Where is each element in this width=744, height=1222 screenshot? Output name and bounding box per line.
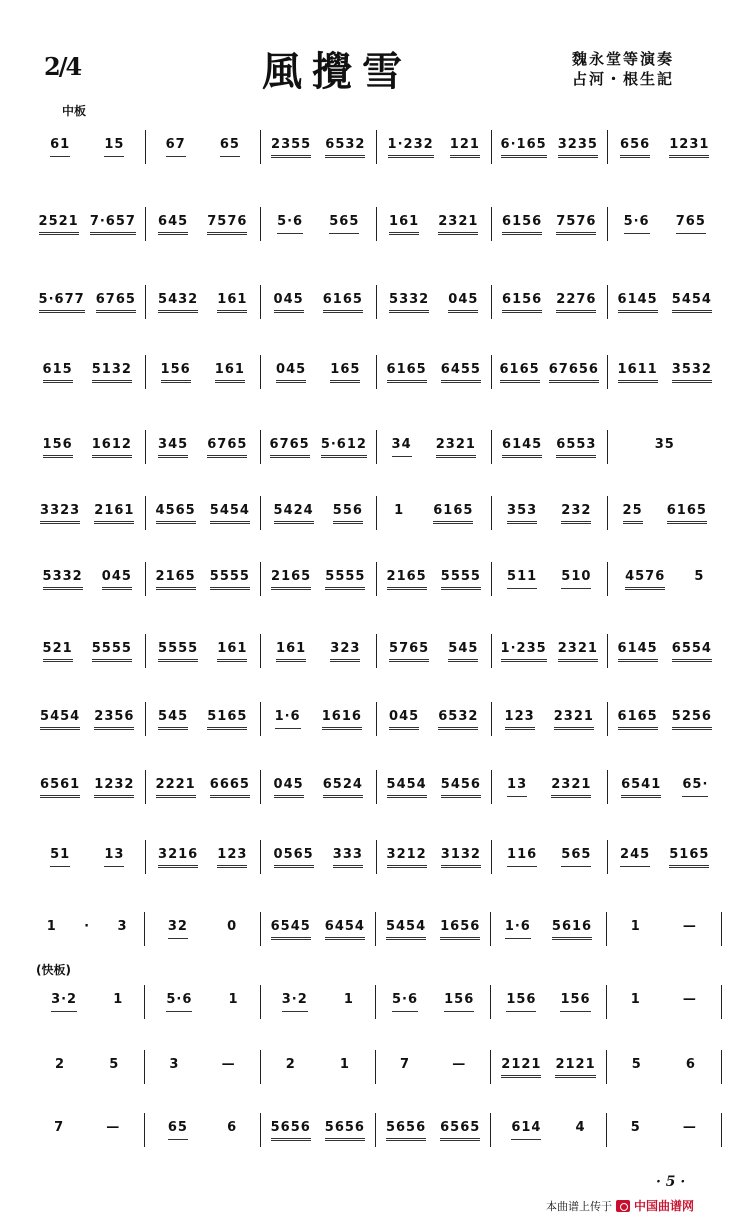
- measure: [145, 1113, 260, 1147]
- beat: 5·612: [321, 437, 367, 458]
- beat: 4565: [156, 503, 196, 524]
- beat: 045: [102, 569, 132, 590]
- measure: [492, 562, 608, 596]
- measure: [608, 285, 723, 319]
- beat: 13: [507, 777, 527, 797]
- measure: [30, 770, 146, 804]
- beat: 4576: [625, 569, 665, 590]
- beat: 7576: [556, 214, 596, 235]
- measure: [30, 496, 146, 530]
- beat: 323: [330, 641, 360, 662]
- beat: 0: [227, 918, 238, 934]
- beat: 2165: [387, 569, 427, 590]
- beat: 34: [392, 437, 412, 457]
- beat: 6·165: [501, 137, 547, 158]
- beat: 1: [394, 502, 405, 518]
- measure: [607, 1113, 722, 1147]
- beat: 35: [654, 436, 675, 452]
- measure: [376, 985, 491, 1019]
- measure: [146, 702, 262, 736]
- measure: [377, 355, 493, 389]
- measure: [30, 130, 146, 164]
- measure: [146, 355, 262, 389]
- beat: 2321: [551, 777, 591, 798]
- beat: 1: [339, 1056, 350, 1072]
- beat: 156: [506, 992, 536, 1012]
- beat: 2321: [554, 709, 594, 730]
- site-logo-icon: [616, 1200, 630, 1212]
- beat: 156: [43, 437, 73, 458]
- beat: 6156: [502, 292, 542, 313]
- beat: 545: [158, 709, 188, 730]
- measure: [491, 912, 606, 946]
- credit-transcriber: 占河・根生記: [572, 70, 675, 88]
- beat: 5132: [92, 362, 132, 383]
- beat: 4: [575, 1119, 586, 1135]
- page-number: · 5 ·: [656, 1174, 686, 1190]
- beat: 5454: [386, 919, 426, 940]
- notation-row: [30, 985, 722, 1019]
- beat: 5656: [271, 1120, 311, 1141]
- beat: 1612: [92, 437, 132, 458]
- beat: 3212: [387, 847, 427, 868]
- measure: [261, 430, 377, 464]
- beat: 61: [50, 137, 70, 157]
- measure: [30, 840, 146, 874]
- measure: [146, 430, 262, 464]
- measure: [146, 130, 262, 164]
- beat: 1: [343, 991, 354, 1007]
- measure: [30, 912, 145, 946]
- beat: 6165: [618, 709, 658, 730]
- beat: 32: [168, 919, 188, 939]
- beat: 5165: [669, 847, 709, 868]
- beat: 6765: [96, 292, 136, 313]
- beat: 1·235: [501, 641, 547, 662]
- measure: [377, 702, 493, 736]
- beat: 5256: [672, 709, 712, 730]
- measure: [261, 562, 377, 596]
- beat: 156: [161, 362, 191, 383]
- measure: [261, 702, 377, 736]
- beat: —: [452, 1056, 467, 1072]
- beat: 3132: [441, 847, 481, 868]
- measure: [261, 285, 377, 319]
- beat: 2165: [156, 569, 196, 590]
- notation-row: [30, 430, 722, 464]
- measure: [492, 770, 608, 804]
- beat: 2: [55, 1056, 66, 1072]
- measure: [608, 562, 723, 596]
- measure: [30, 1113, 145, 1147]
- beat: 7·657: [90, 214, 136, 235]
- beat: 245: [620, 847, 650, 867]
- measure: [492, 840, 608, 874]
- measure: [146, 770, 262, 804]
- beat: 045: [448, 292, 478, 313]
- beat: 2321: [438, 214, 478, 235]
- measure: [377, 207, 493, 241]
- beat: 161: [217, 292, 247, 313]
- beat: 5616: [552, 919, 592, 940]
- beat: 6565: [440, 1120, 480, 1141]
- beat: 3: [117, 918, 128, 934]
- measure: [377, 430, 493, 464]
- beat: —: [106, 1119, 121, 1135]
- beat: 65: [168, 1120, 188, 1140]
- measure: [261, 496, 377, 530]
- beat: 65: [220, 137, 240, 157]
- beat: 3: [169, 1056, 180, 1072]
- beat: 3·2: [282, 992, 308, 1012]
- notation-row: [30, 912, 722, 946]
- notation-row: [30, 355, 722, 389]
- measure: [261, 207, 377, 241]
- beat: 6145: [618, 292, 658, 313]
- beat: 510: [561, 569, 591, 589]
- beat: 1: [113, 991, 124, 1007]
- time-signature: 2/4: [44, 52, 81, 81]
- beat: 123: [505, 709, 535, 730]
- beat: 5: [109, 1056, 120, 1072]
- measure: [146, 496, 262, 530]
- measure: [145, 985, 260, 1019]
- notation-row: [30, 496, 722, 530]
- beat: 15: [104, 137, 124, 157]
- measure: [492, 285, 608, 319]
- beat: 156: [444, 992, 474, 1012]
- beat: 045: [274, 292, 304, 313]
- beat: 232: [561, 503, 591, 524]
- measure: [146, 840, 262, 874]
- beat: 67: [166, 137, 186, 157]
- beat: 521: [43, 641, 73, 662]
- notation-row: [30, 702, 722, 736]
- beat: 2121: [501, 1057, 541, 1078]
- beat: 1·6: [505, 919, 531, 939]
- measure: [377, 130, 493, 164]
- beat: 511: [507, 569, 537, 589]
- beat: 6156: [502, 214, 542, 235]
- measure: [492, 634, 608, 668]
- beat: —: [682, 991, 697, 1007]
- beat: 5765: [389, 641, 429, 662]
- measure: [377, 562, 493, 596]
- measure: [261, 634, 377, 668]
- beat: 1: [630, 918, 641, 934]
- beat: 6165: [387, 362, 427, 383]
- measure: [608, 430, 723, 464]
- measure: [608, 840, 723, 874]
- beat: 161: [215, 362, 245, 383]
- notation-row: [30, 1113, 722, 1147]
- measure: [492, 496, 608, 530]
- measure: [608, 496, 723, 530]
- beat: 5555: [325, 569, 365, 590]
- beat: 5454: [40, 709, 80, 730]
- beat: 2161: [94, 503, 134, 524]
- measure: [30, 634, 146, 668]
- page-title: 風攪雪: [262, 48, 412, 95]
- measure: [30, 285, 146, 319]
- measure: [376, 912, 491, 946]
- measure: [30, 430, 146, 464]
- measure: [491, 1113, 606, 1147]
- upload-note: 本曲谱上传于: [546, 1199, 612, 1213]
- beat: 5·6: [392, 992, 418, 1012]
- beat: 545: [448, 641, 478, 662]
- beat: 2356: [94, 709, 134, 730]
- beat: 2321: [558, 641, 598, 662]
- measure: [492, 130, 608, 164]
- measure: [145, 1050, 260, 1084]
- beat: —: [221, 1056, 236, 1072]
- beat: 2276: [556, 292, 596, 313]
- beat: 121: [450, 137, 480, 158]
- beat: 1611: [618, 362, 658, 383]
- beat: 6: [685, 1056, 696, 1072]
- measure: [30, 355, 146, 389]
- measure: [261, 770, 377, 804]
- measure: [492, 355, 608, 389]
- notation-row: [30, 840, 722, 874]
- beat: 045: [276, 362, 306, 383]
- beat: 6541: [621, 777, 661, 798]
- beat: 045: [389, 709, 419, 730]
- beat: 656: [620, 137, 650, 158]
- measure: [491, 1050, 606, 1084]
- beat: 1: [630, 991, 641, 1007]
- beat: 51: [50, 847, 70, 867]
- measure: [30, 985, 145, 1019]
- measure: [608, 702, 723, 736]
- beat: 123: [217, 847, 247, 868]
- beat: 353: [507, 503, 537, 524]
- beat: 765: [676, 214, 706, 234]
- measure: [377, 840, 493, 874]
- measure: [492, 702, 608, 736]
- notation-row: [30, 130, 722, 164]
- beat: 1656: [440, 919, 480, 940]
- beat: 5: [630, 1119, 641, 1135]
- beat: 6165: [667, 503, 707, 524]
- notation-row: [30, 562, 722, 596]
- beat: 5·677: [39, 292, 85, 313]
- beat: 6524: [323, 777, 363, 798]
- beat: 3235: [558, 137, 598, 158]
- beat: 5332: [43, 569, 83, 590]
- beat: 614: [511, 1120, 541, 1140]
- measure: [261, 1113, 376, 1147]
- measure: [261, 130, 377, 164]
- measure: [608, 355, 723, 389]
- measure: [146, 634, 262, 668]
- notation-row: [30, 285, 722, 319]
- measure: [608, 770, 723, 804]
- beat: 5432: [158, 292, 198, 313]
- measure: [492, 430, 608, 464]
- beat: 5332: [389, 292, 429, 313]
- beat: 2355: [271, 137, 311, 158]
- measure: [607, 1050, 722, 1084]
- credit-performers: 魏永堂等演奏: [572, 50, 675, 68]
- measure: [377, 285, 493, 319]
- beat: 5454: [387, 777, 427, 798]
- measure: [30, 207, 146, 241]
- beat: 2165: [271, 569, 311, 590]
- measure: [261, 840, 377, 874]
- beat: 6532: [438, 709, 478, 730]
- measure: [30, 1050, 145, 1084]
- beat: 2321: [436, 437, 476, 458]
- beat: 6553: [556, 437, 596, 458]
- measure: [146, 207, 262, 241]
- beat: 1616: [322, 709, 362, 730]
- measure: [377, 770, 493, 804]
- beat: 556: [333, 503, 363, 524]
- beat: 2: [285, 1056, 296, 1072]
- beat: 65·: [682, 777, 708, 797]
- footer: [546, 1197, 694, 1214]
- beat: 345: [158, 437, 188, 458]
- beat: 3216: [158, 847, 198, 868]
- beat: 1231: [669, 137, 709, 158]
- beat: 5656: [386, 1120, 426, 1141]
- beat: 6165: [433, 503, 473, 524]
- beat: 3·2: [51, 992, 77, 1012]
- notation-row: [30, 207, 722, 241]
- beat: 6165: [323, 292, 363, 313]
- beat: 5555: [92, 641, 132, 662]
- beat: 6145: [502, 437, 542, 458]
- beat: 67656: [549, 362, 599, 383]
- beat: 333: [333, 847, 363, 868]
- beat: 1·6: [275, 709, 301, 729]
- beat: 165: [330, 362, 360, 383]
- beat: 5555: [441, 569, 481, 590]
- beat: 6: [227, 1119, 238, 1135]
- beat: 161: [217, 641, 247, 662]
- measure: [491, 985, 606, 1019]
- beat: ·: [84, 918, 91, 934]
- beat: 1232: [94, 777, 134, 798]
- beat: 161: [276, 641, 306, 662]
- beat: 5: [631, 1056, 642, 1072]
- beat: 5555: [158, 641, 198, 662]
- beat: 6765: [207, 437, 247, 458]
- beat: 5: [694, 568, 705, 584]
- beat: 045: [274, 777, 304, 798]
- beat: 25: [623, 503, 643, 524]
- notation-row: [30, 1050, 722, 1084]
- beat: 565: [329, 214, 359, 234]
- beat: 5656: [325, 1120, 365, 1141]
- measure: [377, 496, 493, 530]
- measure: [377, 634, 493, 668]
- beat: 156: [560, 992, 590, 1012]
- beat: 1: [228, 991, 239, 1007]
- beat: 6665: [210, 777, 250, 798]
- beat: 5424: [274, 503, 314, 524]
- beat: 6454: [325, 919, 365, 940]
- measure: [30, 702, 146, 736]
- beat: 645: [158, 214, 188, 235]
- beat: 5454: [672, 292, 712, 313]
- beat: 2121: [555, 1057, 595, 1078]
- beat: 1: [46, 918, 57, 934]
- beat: 6561: [40, 777, 80, 798]
- measure: [146, 562, 262, 596]
- beat: 6554: [672, 641, 712, 662]
- beat: 2221: [156, 777, 196, 798]
- beat: 161: [389, 214, 419, 235]
- beat: 5·6: [624, 214, 650, 234]
- measure: [376, 1050, 491, 1084]
- beat: 615: [43, 362, 73, 383]
- notation-row: [30, 634, 722, 668]
- measure: [261, 355, 377, 389]
- beat: 7: [54, 1119, 65, 1135]
- measure: [376, 1113, 491, 1147]
- beat: 6765: [270, 437, 310, 458]
- beat: 7576: [207, 214, 247, 235]
- beat: 3323: [40, 503, 80, 524]
- beat: 5454: [210, 503, 250, 524]
- measure: [261, 912, 376, 946]
- beat: 2521: [39, 214, 79, 235]
- beat: 6165: [500, 362, 540, 383]
- beat: 6545: [271, 919, 311, 940]
- measure: [608, 130, 723, 164]
- beat: 3532: [672, 362, 712, 383]
- tempo-marking-allegro: (快板): [36, 963, 71, 977]
- beat: —: [682, 918, 697, 934]
- beat: 13: [104, 847, 124, 867]
- beat: 116: [507, 847, 537, 867]
- beat: 5456: [441, 777, 481, 798]
- measure: [261, 1050, 376, 1084]
- measure: [492, 207, 608, 241]
- beat: 7: [400, 1056, 411, 1072]
- measure: [608, 634, 723, 668]
- tempo-marking-moderato: 中板: [62, 104, 87, 118]
- measure: [146, 285, 262, 319]
- beat: —: [682, 1119, 697, 1135]
- measure: [30, 562, 146, 596]
- measure: [145, 912, 260, 946]
- measure: [607, 912, 722, 946]
- site-name: 中国曲谱网: [634, 1199, 695, 1213]
- beat: 6532: [325, 137, 365, 158]
- beat: 6145: [618, 641, 658, 662]
- beat: 1·232: [388, 137, 434, 158]
- beat: 5555: [210, 569, 250, 590]
- beat: 0565: [274, 847, 314, 868]
- notation-row: [30, 770, 722, 804]
- beat: 5·6: [277, 214, 303, 234]
- beat: 5165: [207, 709, 247, 730]
- beat: 565: [561, 847, 591, 867]
- measure: [261, 985, 376, 1019]
- measure: [608, 207, 723, 241]
- measure: [607, 985, 722, 1019]
- beat: 5·6: [166, 992, 192, 1012]
- beat: 6455: [441, 362, 481, 383]
